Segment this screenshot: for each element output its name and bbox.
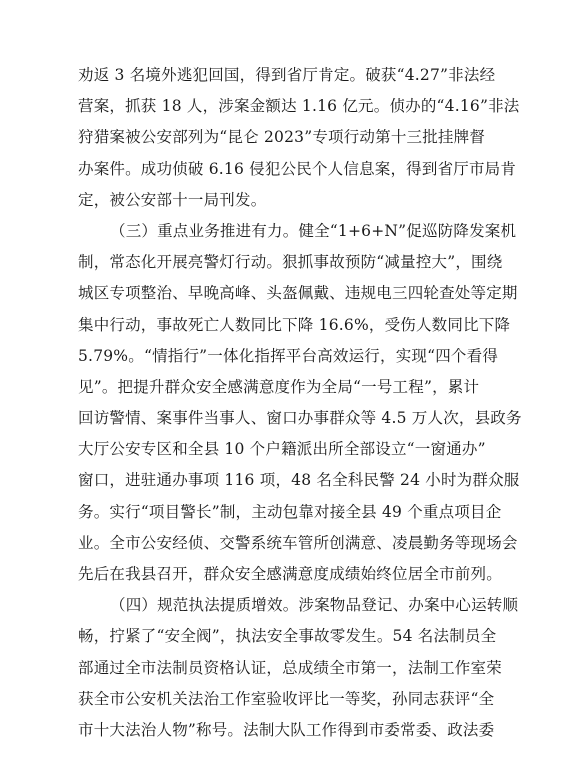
section-heading-line: （四）规范执法提质增效。涉案物品登记、办案中心运转顺 (110, 596, 519, 615)
text-line: 狩猎案被公安部列为“昆仑 2023”专项行动第十三批挂牌督 (78, 128, 486, 147)
text-line: 业。全市公安经侦、交警系统车管所创满意、凌晨勤务等现场会 (78, 533, 518, 552)
text-line: 部通过全市法制员资格认证，总成绩全市第一，法制工作室荣 (78, 658, 502, 677)
text-line: 制，常态化开展亮警灯行动。狠抓事故预防“减量控大”，围绕 (78, 253, 503, 272)
section-heading-line: （三）重点业务推进有力。健全“1+6+N”促巡防降发案机 (110, 221, 517, 240)
text-line: 见”。把提升群众安全感满意度作为全局“一号工程”，累计 (78, 377, 480, 396)
document-body (78, 60, 522, 746)
text-line: 务。实行“项目警长”制，主动包靠对接全县 49 个重点项目企 (78, 502, 502, 521)
text-line: 回访警情、案事件当事人、窗口办事群众等 4.5 万人次，县政务 (78, 409, 522, 428)
text-line: 大厅公安专区和全县 10 个户籍派出所全部设立“一窗通办” (78, 440, 486, 459)
text-line: 5.79%。“情指行”一体化指挥平台高效运行，实现“四个看得 (78, 346, 499, 365)
text-line: 市十大法治人物”称号。法制大队工作得到市委常委、政法委 (78, 720, 495, 739)
text-line: 先后在我县召开，群众安全感满意度成绩始终位居全市前列。 (78, 565, 502, 583)
text-line: 获全市公安机关法治工作室验收评比一等奖，孙同志获评“全 (78, 689, 495, 708)
text-line: 定，被公安部十一局刊发。 (78, 190, 267, 209)
text-line: 劝返 3 名境外逃犯回国，得到省厅肯定。破获“4.27”非法经 (78, 66, 496, 84)
text-line: 畅，拧紧了“安全阀”，执法安全事故零发生。54 名法制员全 (78, 627, 497, 646)
text-line: 窗口，进驻通办事项 116 项，48 名全科民警 24 小时为群众服 (78, 471, 520, 490)
text-line: 集中行动，事故死亡人数同比下降 16.6%，受伤人数同比下降 (78, 315, 511, 334)
text-line: 办案件。成功侦破 6.16 侵犯公民个人信息案，得到省厅市局肯 (78, 159, 517, 178)
text-line: 城区专项整治、早晚高峰、头盔佩戴、违规电三四轮查处等定期 (78, 284, 518, 303)
text-line: 营案，抓获 18 人，涉案金额达 1.16 亿元。侦办的“4.16”非法 (78, 97, 520, 116)
